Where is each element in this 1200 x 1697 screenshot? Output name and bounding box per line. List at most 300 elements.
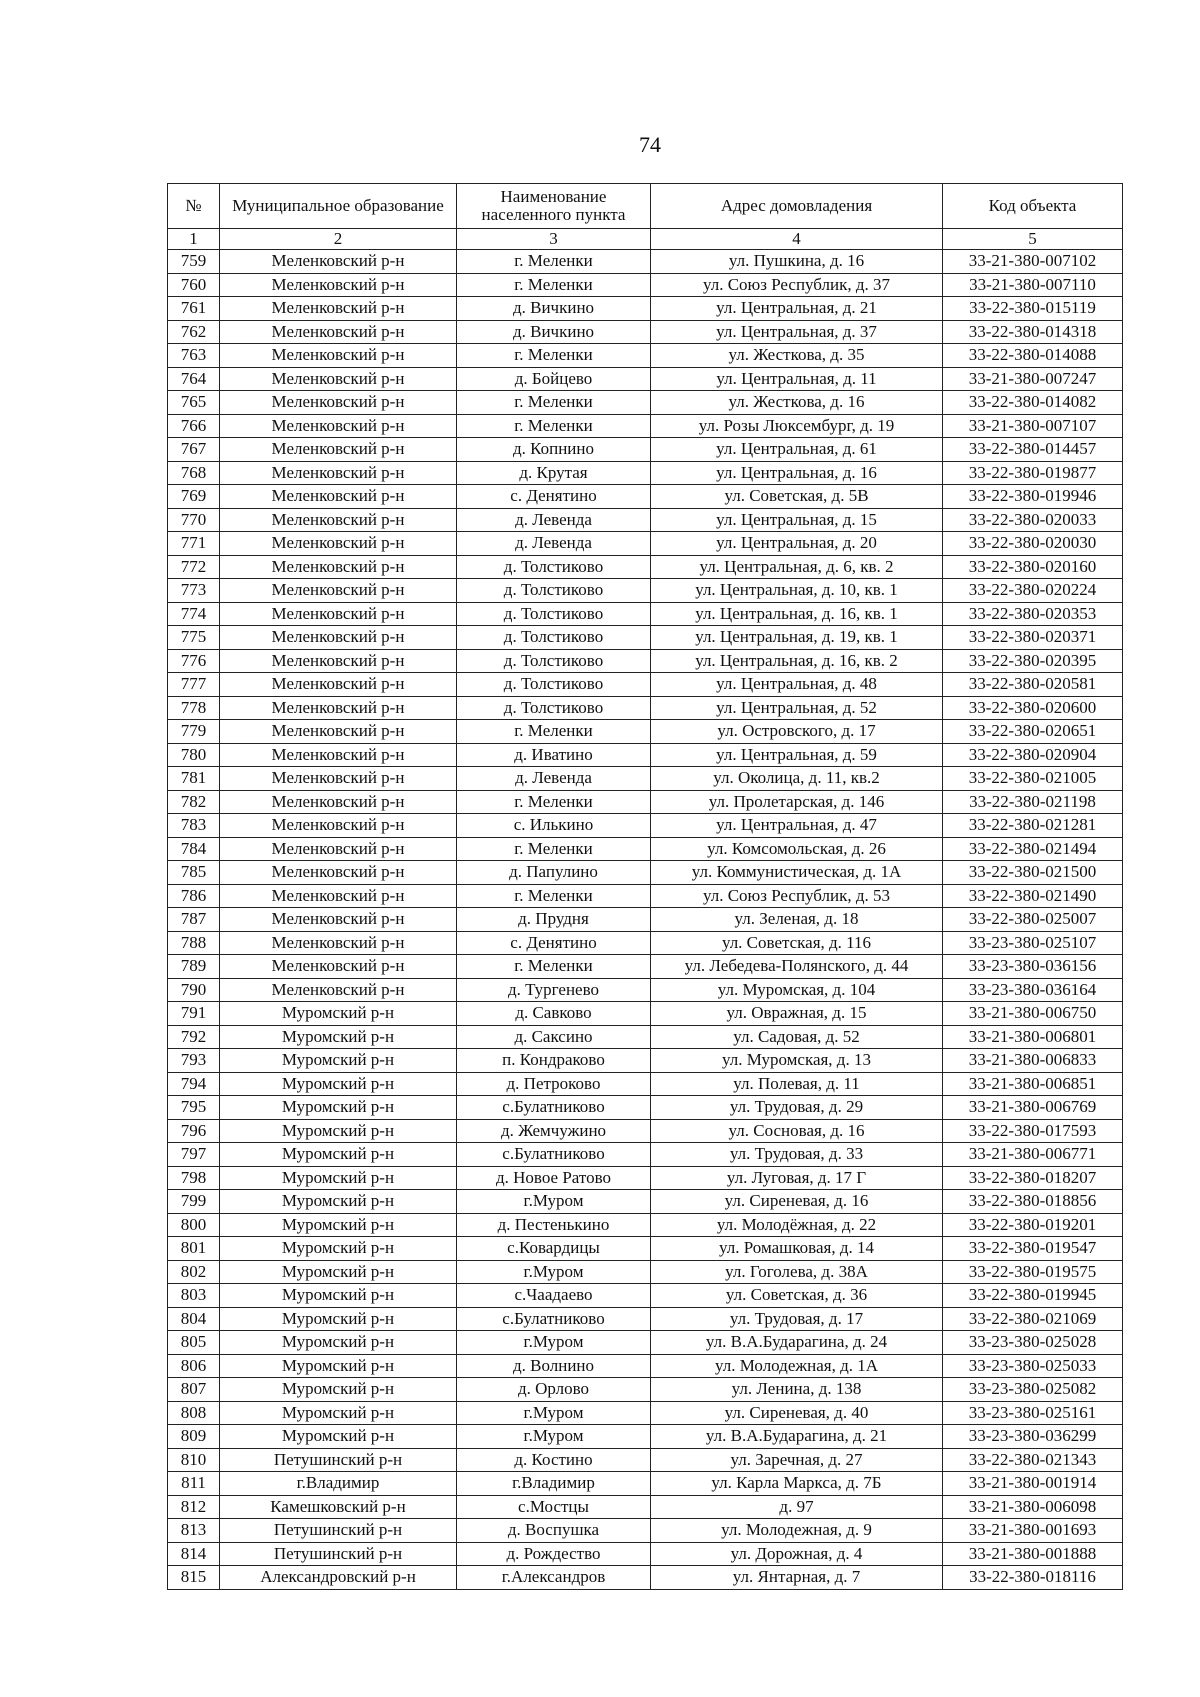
cell-object-code: 33-22-380-020581 [943,673,1123,697]
cell-settlement: г.Муром [457,1425,651,1449]
cell-municipality: Меленковский р-н [220,367,457,391]
cell-number: 794 [168,1072,220,1096]
cell-municipality: Меленковский р-н [220,861,457,885]
table-row [168,1166,1123,1190]
cell-object-code: 33-22-380-014088 [943,344,1123,368]
column-number: 2 [220,229,457,250]
cell-settlement: д. Орлово [457,1378,651,1402]
cell-number: 801 [168,1237,220,1261]
cell-object-code: 33-23-380-036156 [943,955,1123,979]
table-row [168,673,1123,697]
table-row [168,1401,1123,1425]
cell-settlement: д. Толстиково [457,673,651,697]
cell-address: ул. Розы Люксембург, д. 19 [651,414,943,438]
cell-municipality: Меленковский р-н [220,790,457,814]
table-row [168,1002,1123,1026]
table-row [168,814,1123,838]
table-row [168,1237,1123,1261]
cell-number: 775 [168,626,220,650]
cell-address: ул. Сиреневая, д. 40 [651,1401,943,1425]
cell-settlement: д. Иватино [457,743,651,767]
table-row [168,861,1123,885]
cell-number: 808 [168,1401,220,1425]
cell-number: 800 [168,1213,220,1237]
cell-number: 804 [168,1307,220,1331]
cell-municipality: Муромский р-н [220,1190,457,1214]
table-row [168,1143,1123,1167]
cell-municipality: Меленковский р-н [220,320,457,344]
cell-municipality: Петушинский р-н [220,1448,457,1472]
cell-settlement: д. Бойцево [457,367,651,391]
cell-object-code: 33-22-380-020395 [943,649,1123,673]
cell-number: 763 [168,344,220,368]
cell-number: 814 [168,1542,220,1566]
cell-address: ул. Островского, д. 17 [651,720,943,744]
table-row [168,978,1123,1002]
cell-municipality: Петушинский р-н [220,1542,457,1566]
cell-object-code: 33-22-380-017593 [943,1119,1123,1143]
cell-object-code: 33-21-380-007102 [943,250,1123,274]
cell-address: ул. Гоголева, д. 38А [651,1260,943,1284]
cell-address: ул. Центральная, д. 48 [651,673,943,697]
cell-address: ул. Комсомольская, д. 26 [651,837,943,861]
cell-settlement: д. Толстиково [457,626,651,650]
column-number: 1 [168,229,220,250]
table-row [168,1472,1123,1496]
table-row [168,320,1123,344]
cell-number: 776 [168,649,220,673]
cell-address: ул. Трудовая, д. 33 [651,1143,943,1167]
table-row [168,1096,1123,1120]
cell-municipality: Муромский р-н [220,1213,457,1237]
cell-municipality: Муромский р-н [220,1425,457,1449]
cell-object-code: 33-22-380-021500 [943,861,1123,885]
cell-municipality: Муромский р-н [220,1025,457,1049]
cell-settlement: д. Копнино [457,438,651,462]
cell-number: 784 [168,837,220,861]
table-row [168,1331,1123,1355]
cell-settlement: с. Илькино [457,814,651,838]
cell-address: ул. Пролетарская, д. 146 [651,790,943,814]
cell-settlement: д. Вичкино [457,320,651,344]
cell-address: ул. Муромская, д. 104 [651,978,943,1002]
cell-address: ул. Ленина, д. 138 [651,1378,943,1402]
cell-number: 781 [168,767,220,791]
cell-number: 765 [168,391,220,415]
table-row [168,344,1123,368]
cell-object-code: 33-21-380-006833 [943,1049,1123,1073]
cell-settlement: д. Волнино [457,1354,651,1378]
cell-object-code: 33-22-380-021069 [943,1307,1123,1331]
cell-number: 806 [168,1354,220,1378]
cell-municipality: Муромский р-н [220,1260,457,1284]
cell-municipality: г.Владимир [220,1472,457,1496]
cell-object-code: 33-22-380-019945 [943,1284,1123,1308]
cell-number: 764 [168,367,220,391]
cell-address: ул. Советская, д. 116 [651,931,943,955]
cell-object-code: 33-21-380-007247 [943,367,1123,391]
cell-object-code: 33-21-380-007110 [943,273,1123,297]
cell-settlement: г. Меленки [457,790,651,814]
cell-municipality: Меленковский р-н [220,908,457,932]
cell-settlement: д. Прудня [457,908,651,932]
cell-address: ул. Центральная, д. 52 [651,696,943,720]
cell-address: ул. Центральная, д. 21 [651,297,943,321]
cell-municipality: Камешковский р-н [220,1495,457,1519]
cell-settlement: г.Александров [457,1566,651,1590]
cell-settlement: д. Воспушка [457,1519,651,1543]
table-row [168,1049,1123,1073]
cell-number: 815 [168,1566,220,1590]
cell-number: 772 [168,555,220,579]
table-row [168,837,1123,861]
table-row [168,626,1123,650]
header-object-code: Код объекта [943,184,1123,229]
cell-object-code: 33-22-380-020371 [943,626,1123,650]
cell-object-code: 33-21-380-007107 [943,414,1123,438]
table-row [168,649,1123,673]
cell-object-code: 33-22-380-019877 [943,461,1123,485]
cell-address: ул. Центральная, д. 37 [651,320,943,344]
cell-address: ул. Садовая, д. 52 [651,1025,943,1049]
cell-settlement: с. Денятино [457,485,651,509]
table-row [168,1495,1123,1519]
cell-municipality: Меленковский р-н [220,508,457,532]
cell-settlement: д. Левенда [457,767,651,791]
cell-object-code: 33-22-380-015119 [943,297,1123,321]
cell-object-code: 33-22-380-018856 [943,1190,1123,1214]
column-number: 5 [943,229,1123,250]
cell-municipality: Меленковский р-н [220,602,457,626]
cell-municipality: Меленковский р-н [220,955,457,979]
cell-number: 798 [168,1166,220,1190]
cell-address: ул. Муромская, д. 13 [651,1049,943,1073]
cell-settlement: г.Муром [457,1331,651,1355]
table-row [168,790,1123,814]
cell-settlement: д. Вичкино [457,297,651,321]
cell-object-code: 33-22-380-021281 [943,814,1123,838]
cell-address: ул. Полевая, д. 11 [651,1072,943,1096]
cell-settlement: с.Булатниково [457,1143,651,1167]
cell-municipality: Муромский р-н [220,1119,457,1143]
cell-number: 770 [168,508,220,532]
cell-municipality: Меленковский р-н [220,461,457,485]
table-row [168,1307,1123,1331]
cell-number: 795 [168,1096,220,1120]
cell-address: ул. В.А.Бударагина, д. 24 [651,1331,943,1355]
cell-address: ул. Советская, д. 36 [651,1284,943,1308]
cell-settlement: с.Чаадаево [457,1284,651,1308]
cell-number: 779 [168,720,220,744]
cell-address: ул. Центральная, д. 59 [651,743,943,767]
cell-address: ул. Сиреневая, д. 16 [651,1190,943,1214]
cell-address: ул. Центральная, д. 15 [651,508,943,532]
cell-municipality: Муромский р-н [220,1072,457,1096]
cell-settlement: д. Новое Ратово [457,1166,651,1190]
cell-object-code: 33-23-380-025161 [943,1401,1123,1425]
table-row [168,250,1123,274]
cell-object-code: 33-21-380-001693 [943,1519,1123,1543]
table-row [168,297,1123,321]
table-row [168,532,1123,556]
cell-number: 792 [168,1025,220,1049]
cell-municipality: Меленковский р-н [220,555,457,579]
cell-number: 787 [168,908,220,932]
cell-number: 803 [168,1284,220,1308]
cell-object-code: 33-21-380-001888 [943,1542,1123,1566]
cell-object-code: 33-22-380-020651 [943,720,1123,744]
cell-municipality: Муромский р-н [220,1166,457,1190]
cell-address: ул. Молодежная, д. 9 [651,1519,943,1543]
header-settlement: Наименование населенного пункта [457,184,651,229]
cell-settlement: д. Савково [457,1002,651,1026]
cell-number: 810 [168,1448,220,1472]
cell-municipality: Меленковский р-н [220,485,457,509]
cell-municipality: Муромский р-н [220,1331,457,1355]
cell-municipality: Муромский р-н [220,1237,457,1261]
table-row [168,438,1123,462]
cell-settlement: д. Толстиково [457,602,651,626]
cell-settlement: д. Толстиково [457,696,651,720]
cell-municipality: Александровский р-н [220,1566,457,1590]
page-number: 74 [639,132,661,157]
cell-municipality: Меленковский р-н [220,884,457,908]
cell-object-code: 33-22-380-014082 [943,391,1123,415]
cell-settlement: д. Крутая [457,461,651,485]
cell-number: 768 [168,461,220,485]
cell-address: ул. Заречная, д. 27 [651,1448,943,1472]
cell-number: 786 [168,884,220,908]
cell-municipality: Меленковский р-н [220,814,457,838]
cell-object-code: 33-22-380-020600 [943,696,1123,720]
cell-number: 809 [168,1425,220,1449]
cell-number: 811 [168,1472,220,1496]
cell-municipality: Меленковский р-н [220,344,457,368]
cell-settlement: д. Толстиково [457,579,651,603]
cell-address: ул. Молодежная, д. 1А [651,1354,943,1378]
cell-number: 799 [168,1190,220,1214]
cell-number: 790 [168,978,220,1002]
cell-municipality: Меленковский р-н [220,649,457,673]
cell-number: 807 [168,1378,220,1402]
table-row [168,602,1123,626]
cell-object-code: 33-22-380-020904 [943,743,1123,767]
column-number: 4 [651,229,943,250]
table-row [168,508,1123,532]
registry-table [167,183,1123,1590]
cell-object-code: 33-22-380-014318 [943,320,1123,344]
cell-settlement: д. Жемчужино [457,1119,651,1143]
cell-number: 791 [168,1002,220,1026]
cell-number: 767 [168,438,220,462]
cell-object-code: 33-22-380-025007 [943,908,1123,932]
cell-municipality: Петушинский р-н [220,1519,457,1543]
cell-object-code: 33-21-380-001914 [943,1472,1123,1496]
cell-address: ул. Жесткова, д. 35 [651,344,943,368]
cell-address: ул. Зеленая, д. 18 [651,908,943,932]
cell-municipality: Меленковский р-н [220,414,457,438]
cell-number: 785 [168,861,220,885]
cell-settlement: г.Муром [457,1401,651,1425]
table-row [168,579,1123,603]
table-row [168,485,1123,509]
cell-settlement: г.Муром [457,1190,651,1214]
cell-municipality: Меленковский р-н [220,978,457,1002]
header-address: Адрес домовладения [651,184,943,229]
header-row [168,184,1123,229]
cell-municipality: Меленковский р-н [220,931,457,955]
table-row [168,1425,1123,1449]
cell-municipality: Муромский р-н [220,1378,457,1402]
cell-municipality: Муромский р-н [220,1354,457,1378]
cell-number: 762 [168,320,220,344]
cell-number: 773 [168,579,220,603]
cell-municipality: Муромский р-н [220,1049,457,1073]
cell-address: ул. Молодёжная, д. 22 [651,1213,943,1237]
cell-number: 760 [168,273,220,297]
table-row [168,273,1123,297]
cell-settlement: д. Пестенькино [457,1213,651,1237]
cell-municipality: Муромский р-н [220,1143,457,1167]
cell-settlement: г. Меленки [457,391,651,415]
cell-settlement: д. Костино [457,1448,651,1472]
table-row [168,1284,1123,1308]
cell-object-code: 33-22-380-018207 [943,1166,1123,1190]
cell-number: 761 [168,297,220,321]
cell-settlement: д. Толстиково [457,649,651,673]
cell-municipality: Меленковский р-н [220,673,457,697]
cell-address: ул. Центральная, д. 16 [651,461,943,485]
table-row [168,1519,1123,1543]
cell-number: 802 [168,1260,220,1284]
cell-address: ул. Коммунистическая, д. 1А [651,861,943,885]
cell-municipality: Меленковский р-н [220,579,457,603]
cell-object-code: 33-22-380-020030 [943,532,1123,556]
column-number: 3 [457,229,651,250]
cell-object-code: 33-22-380-021490 [943,884,1123,908]
cell-municipality: Меленковский р-н [220,250,457,274]
table-row [168,743,1123,767]
cell-object-code: 33-22-380-021005 [943,767,1123,791]
cell-object-code: 33-22-380-019946 [943,485,1123,509]
cell-municipality: Меленковский р-н [220,743,457,767]
cell-object-code: 33-23-380-036299 [943,1425,1123,1449]
cell-municipality: Меленковский р-н [220,837,457,861]
table-row [168,555,1123,579]
cell-municipality: Муромский р-н [220,1284,457,1308]
cell-number: 759 [168,250,220,274]
cell-address: ул. Околица, д. 11, кв.2 [651,767,943,791]
cell-address: ул. Союз Республик, д. 53 [651,884,943,908]
cell-settlement: д. Левенда [457,508,651,532]
cell-address: ул. Центральная, д. 16, кв. 1 [651,602,943,626]
cell-address: ул. Центральная, д. 47 [651,814,943,838]
cell-settlement: д. Рождество [457,1542,651,1566]
cell-settlement: д. Петроково [457,1072,651,1096]
table-row [168,1260,1123,1284]
cell-number: 771 [168,532,220,556]
table-row [168,1378,1123,1402]
table-body [168,250,1123,1590]
cell-object-code: 33-22-380-020353 [943,602,1123,626]
table-row [168,1213,1123,1237]
column-number-row [168,229,1123,250]
cell-settlement: д. Толстиково [457,555,651,579]
cell-object-code: 33-22-380-021198 [943,790,1123,814]
cell-municipality: Меленковский р-н [220,438,457,462]
cell-address: ул. Жесткова, д. 16 [651,391,943,415]
table-row [168,461,1123,485]
cell-settlement: д. Саксино [457,1025,651,1049]
cell-object-code: 33-22-380-018116 [943,1566,1123,1590]
table-row [168,931,1123,955]
cell-address: ул. Трудовая, д. 29 [651,1096,943,1120]
cell-address: ул. Луговая, д. 17 Г [651,1166,943,1190]
cell-object-code: 33-22-380-019201 [943,1213,1123,1237]
cell-number: 812 [168,1495,220,1519]
cell-municipality: Муромский р-н [220,1002,457,1026]
cell-object-code: 33-22-380-020160 [943,555,1123,579]
cell-address: ул. Сосновая, д. 16 [651,1119,943,1143]
table-row [168,720,1123,744]
cell-address: ул. Центральная, д. 61 [651,438,943,462]
cell-settlement: г. Меленки [457,955,651,979]
table-row [168,1190,1123,1214]
cell-municipality: Меленковский р-н [220,391,457,415]
cell-number: 778 [168,696,220,720]
cell-object-code: 33-21-380-006851 [943,1072,1123,1096]
cell-object-code: 33-22-380-021494 [943,837,1123,861]
cell-municipality: Меленковский р-н [220,626,457,650]
cell-settlement: г. Меленки [457,273,651,297]
cell-settlement: д. Левенда [457,532,651,556]
cell-object-code: 33-22-380-021343 [943,1448,1123,1472]
cell-address: ул. Янтарная, д. 7 [651,1566,943,1590]
cell-settlement: г. Меленки [457,250,651,274]
header-number: № [168,184,220,229]
cell-settlement: с.Ковардицы [457,1237,651,1261]
cell-settlement: с.Булатниково [457,1096,651,1120]
table-row [168,1542,1123,1566]
cell-settlement: п. Кондраково [457,1049,651,1073]
cell-address: ул. Центральная, д. 19, кв. 1 [651,626,943,650]
cell-number: 766 [168,414,220,438]
cell-object-code: 33-22-380-020224 [943,579,1123,603]
cell-address: ул. Ромашковая, д. 14 [651,1237,943,1261]
cell-object-code: 33-23-380-036164 [943,978,1123,1002]
cell-address: ул. Центральная, д. 20 [651,532,943,556]
cell-number: 793 [168,1049,220,1073]
cell-address: д. 97 [651,1495,943,1519]
cell-address: ул. Центральная, д. 10, кв. 1 [651,579,943,603]
cell-object-code: 33-21-380-006750 [943,1002,1123,1026]
cell-settlement: г.Муром [457,1260,651,1284]
cell-object-code: 33-23-380-025028 [943,1331,1123,1355]
cell-number: 783 [168,814,220,838]
cell-object-code: 33-22-380-020033 [943,508,1123,532]
table-row [168,414,1123,438]
cell-number: 769 [168,485,220,509]
cell-object-code: 33-22-380-019575 [943,1260,1123,1284]
cell-settlement: с. Денятино [457,931,651,955]
cell-number: 788 [168,931,220,955]
cell-number: 805 [168,1331,220,1355]
table-row [168,1025,1123,1049]
cell-object-code: 33-22-380-019547 [943,1237,1123,1261]
cell-municipality: Муромский р-н [220,1307,457,1331]
cell-settlement: д. Тургенево [457,978,651,1002]
cell-address: ул. Союз Республик, д. 37 [651,273,943,297]
